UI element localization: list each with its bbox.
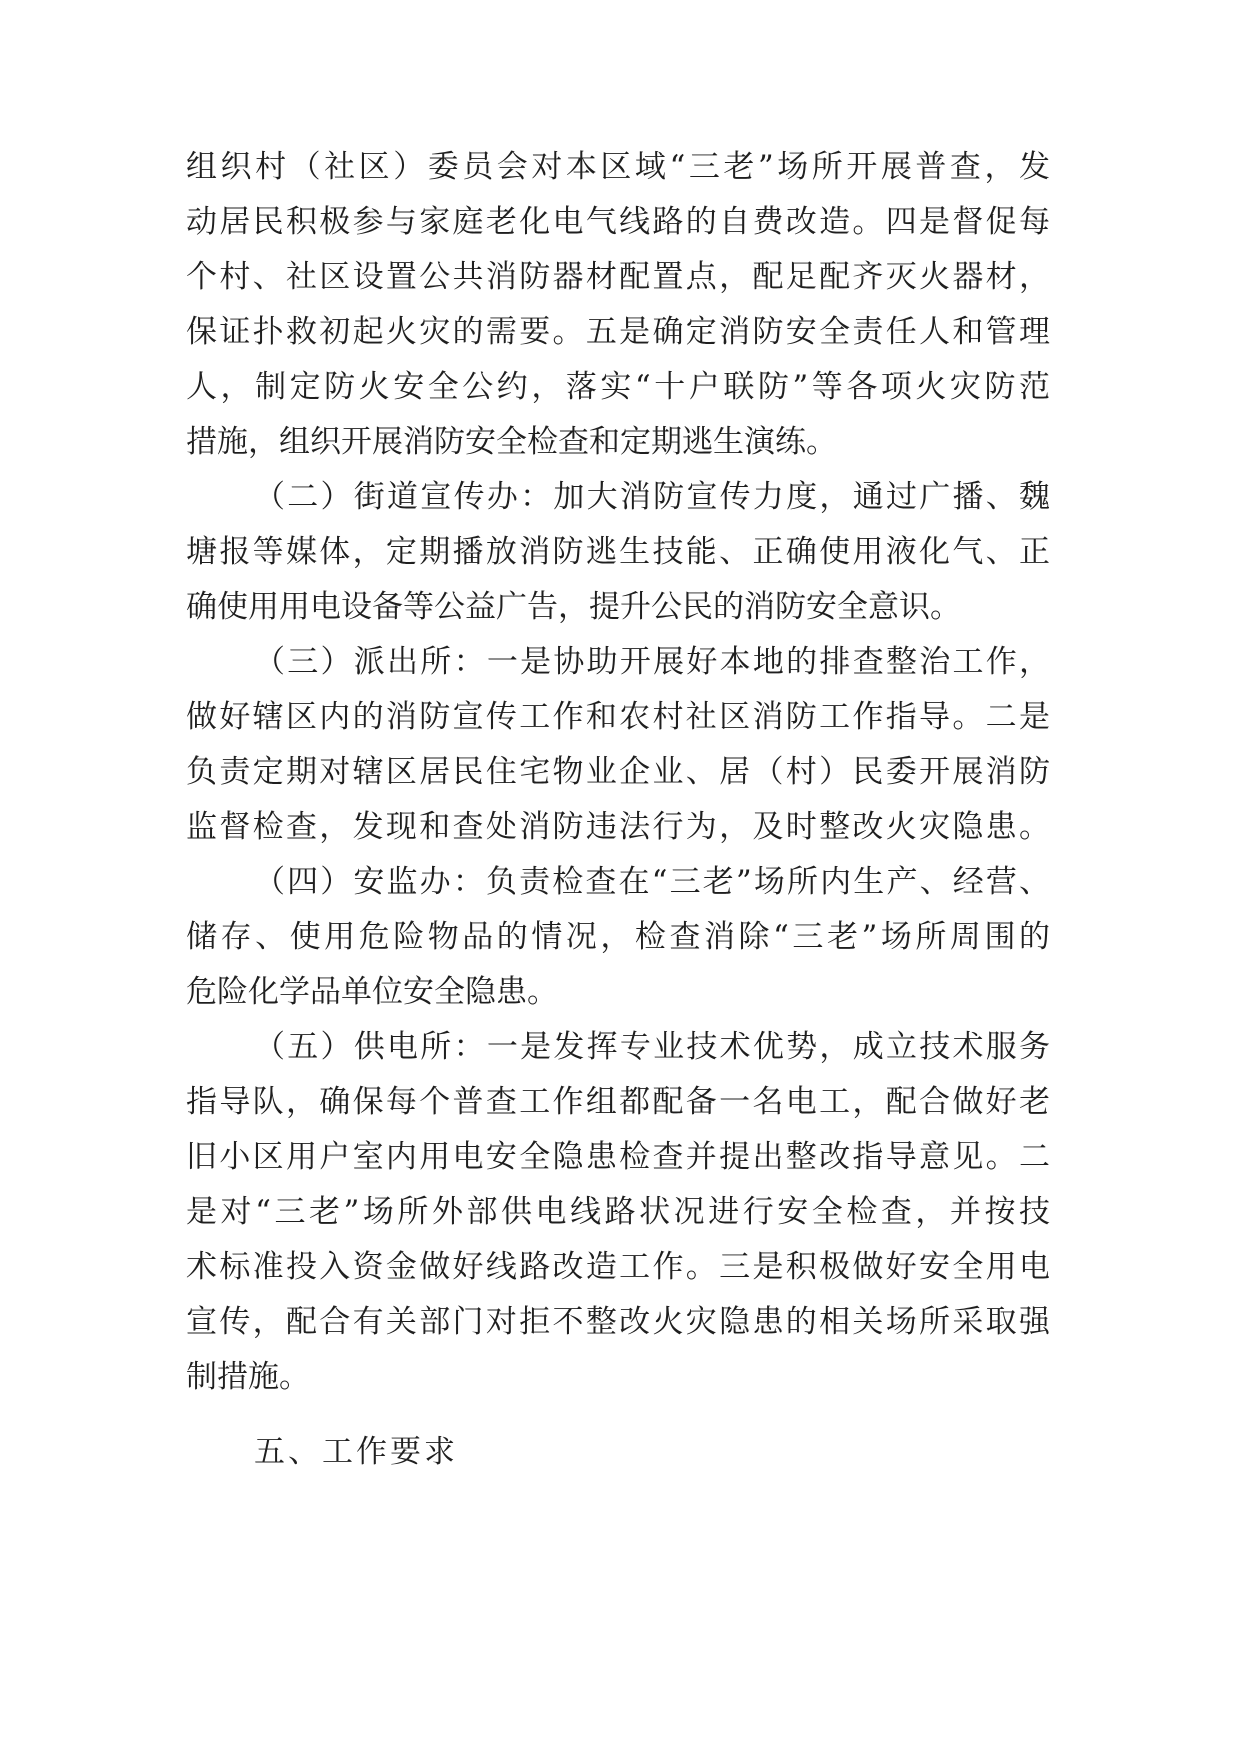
paragraph-line: 制措施。: [186, 1359, 310, 1395]
paragraph-line: 人，制定防火安全公约，落实“十户联防”等各项火灾防范: [186, 369, 1050, 405]
paragraph-line: 危险化学品单位安全隐患。: [186, 974, 558, 1010]
paragraph-line: 塘报等媒体，定期播放消防逃生技能、正确使用液化气、正: [186, 534, 1050, 570]
paragraph-line: 储存、使用危险物品的情况，检查消除“三老”场所周围的: [186, 919, 1050, 955]
paragraph-line: 监督检查，发现和查处消防违法行为，及时整改火灾隐患。: [186, 809, 1050, 845]
section-heading: 五、工作要求: [254, 1434, 458, 1470]
paragraph-line: 负责定期对辖区居民住宅物业企业、居（村）民委开展消防: [186, 754, 1050, 790]
paragraph-line: 旧小区用户室内用电安全隐患检查并提出整改指导意见。二: [186, 1139, 1050, 1175]
paragraph-line: 术标准投入资金做好线路改造工作。三是积极做好安全用电: [186, 1249, 1050, 1285]
paragraph-line: 宣传，配合有关部门对拒不整改火灾隐患的相关场所采取强: [186, 1304, 1050, 1340]
paragraph-line: 个村、社区设置公共消防器材配置点，配足配齐灭火器材，: [186, 259, 1050, 295]
paragraph-line: 保证扑救初起火灾的需要。五是确定消防安全责任人和管理: [186, 314, 1050, 350]
paragraph-line: （三）派出所：一是协助开展好本地的排查整治工作，: [254, 644, 1050, 680]
paragraph-line: （五）供电所：一是发挥专业技术优势，成立技术服务: [254, 1029, 1050, 1065]
paragraph-line: 确使用用电设备等公益广告，提升公民的消防安全意识。: [186, 589, 961, 625]
paragraph-line: （四）安监办：负责检查在“三老”场所内生产、经营、: [254, 864, 1050, 900]
paragraph-line: （二）街道宣传办：加大消防宣传力度，通过广播、魏: [254, 479, 1050, 515]
paragraph-line: 做好辖区内的消防宣传工作和农村社区消防工作指导。二是: [186, 699, 1050, 735]
paragraph-line: 指导队，确保每个普查工作组都配备一名电工，配合做好老: [186, 1084, 1050, 1120]
paragraph-line: 动居民积极参与家庭老化电气线路的自费改造。四是督促每: [186, 204, 1050, 240]
paragraph-line: 是对“三老”场所外部供电线路状况进行安全检查，并按技: [186, 1194, 1050, 1230]
paragraph-line: 措施，组织开展消防安全检查和定期逃生演练。: [186, 424, 837, 460]
paragraph-line: 组织村（社区）委员会对本区域“三老”场所开展普查，发: [186, 149, 1050, 185]
